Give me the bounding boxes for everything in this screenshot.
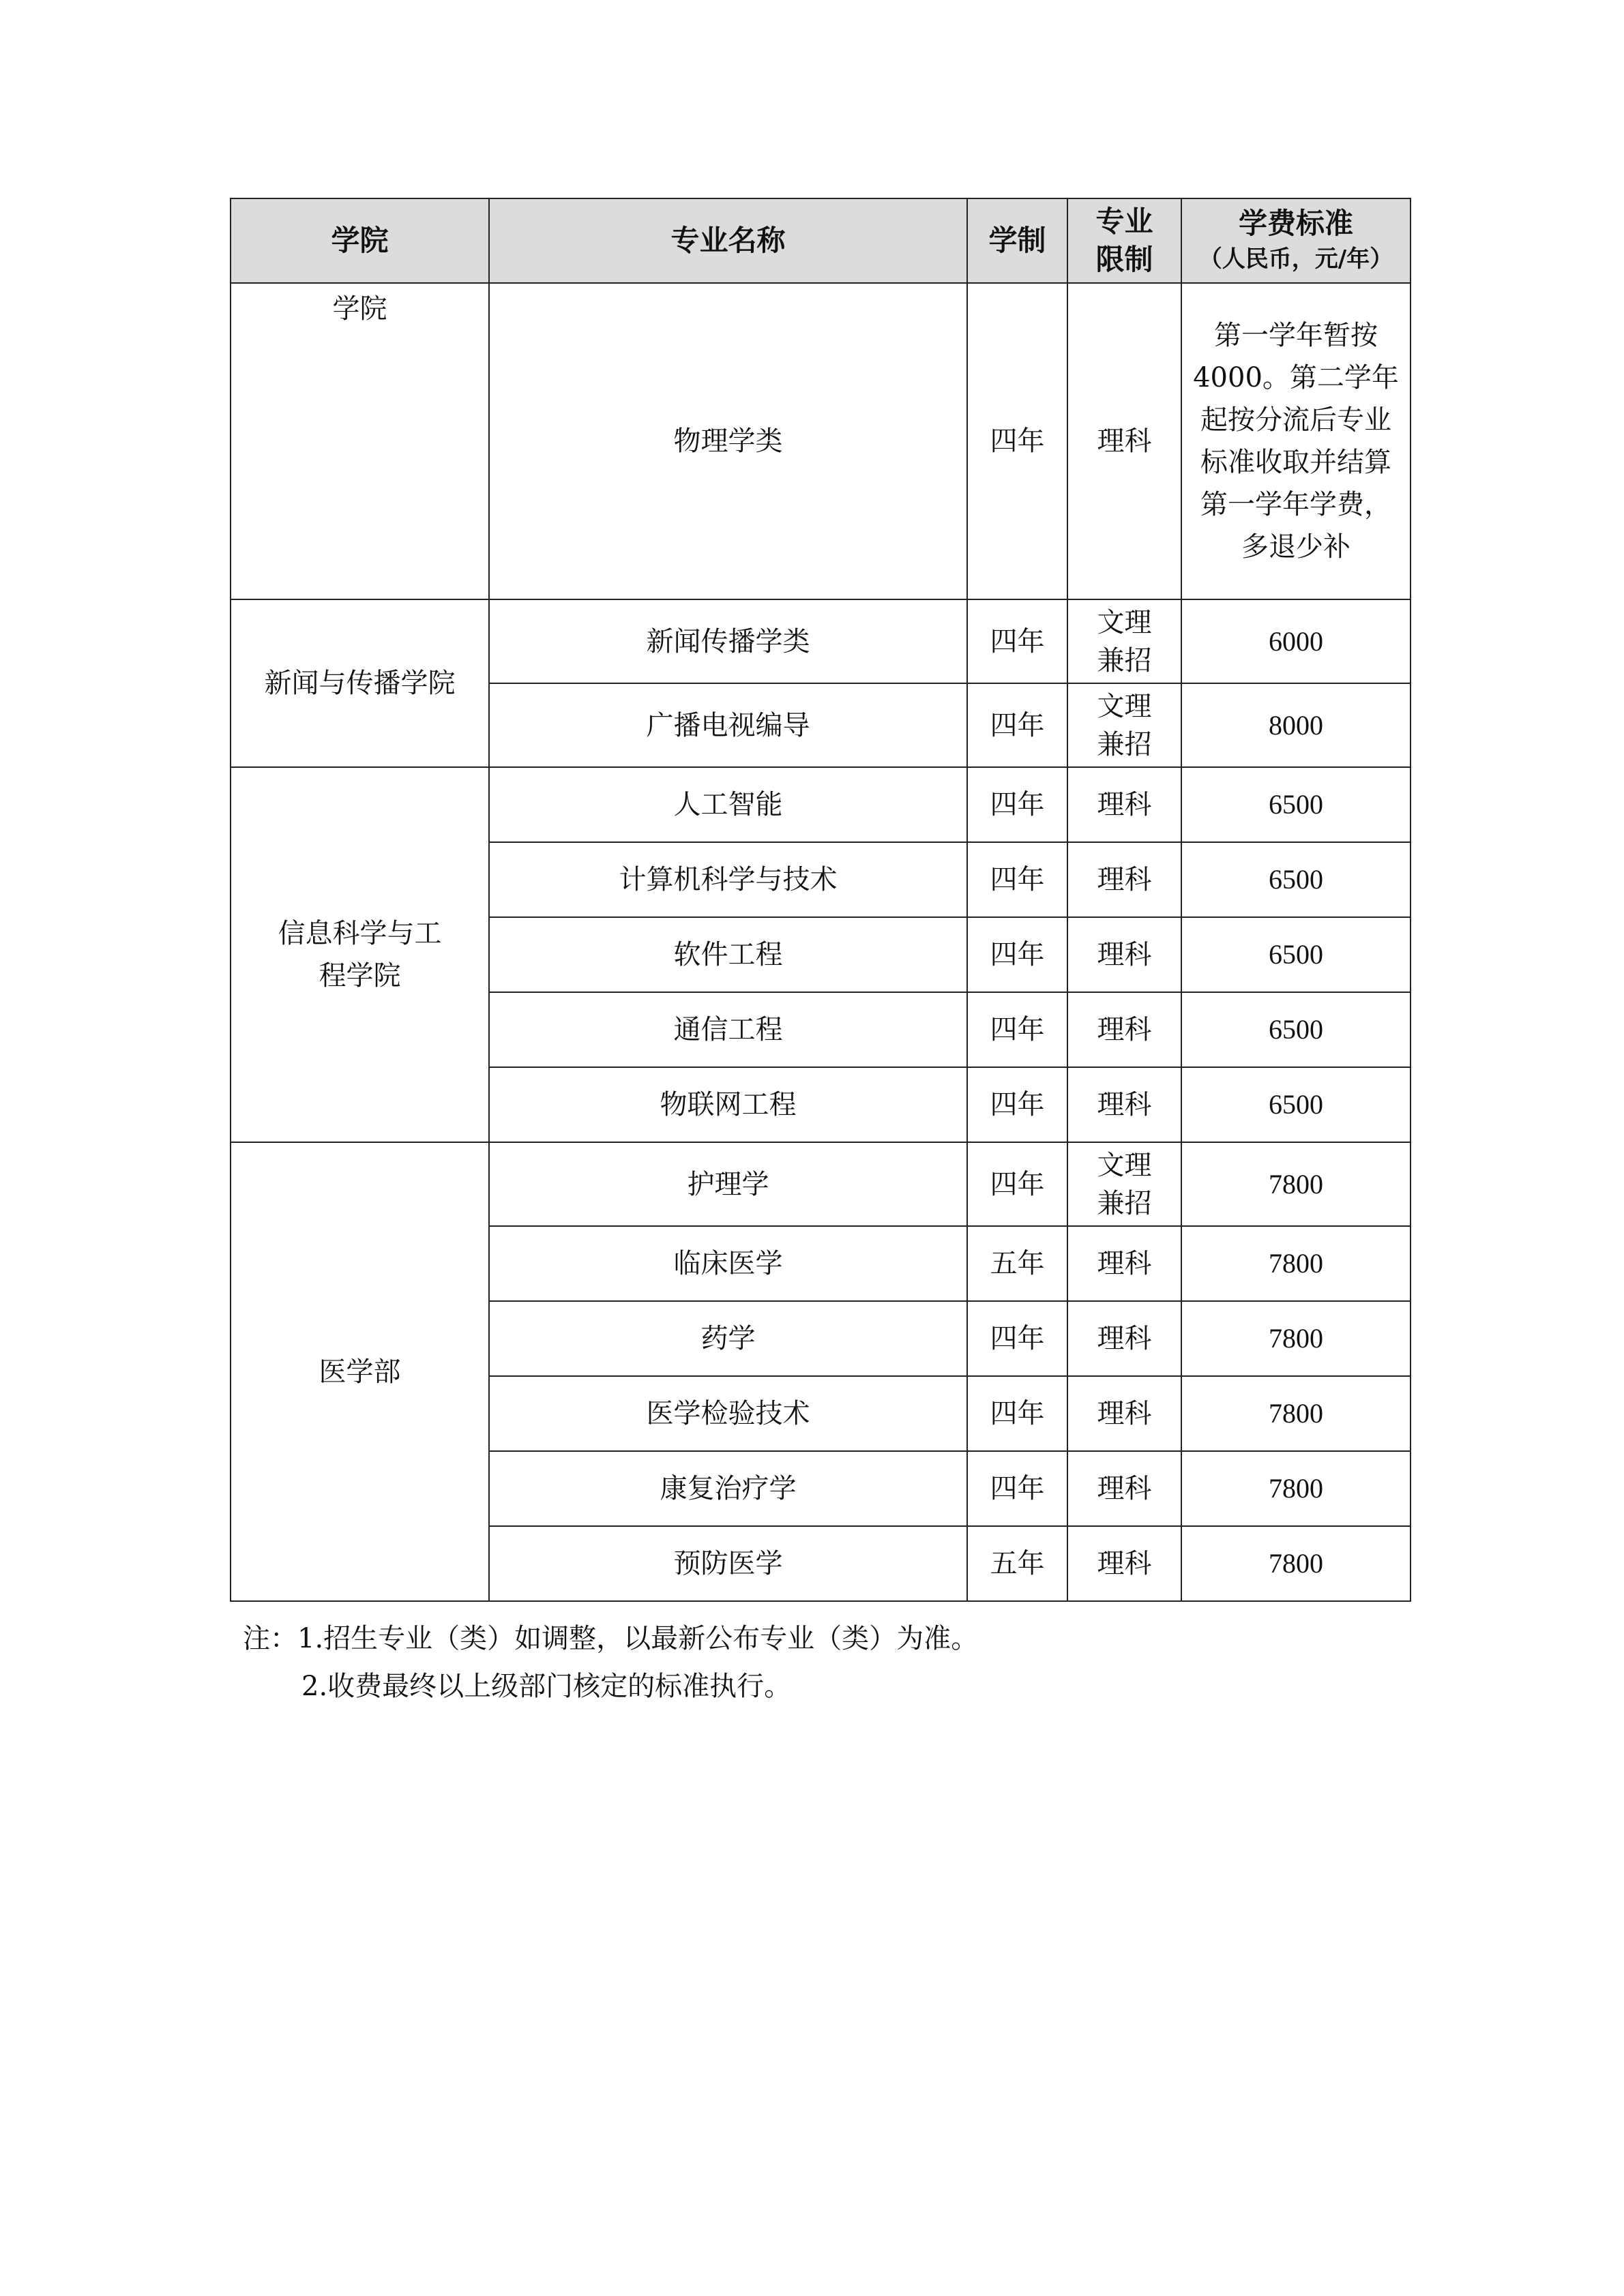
years-cell: 四年 (967, 683, 1067, 767)
header-fee-unit: （人民币，元/年） (1198, 245, 1393, 273)
fee-cell: 6500 (1181, 992, 1411, 1067)
table-row (231, 767, 1411, 842)
fee-cell: 7800 (1181, 1301, 1411, 1376)
major-cell: 药学 (489, 1301, 967, 1376)
footnote-2: 2.收费最终以上级部门核定的标准执行。 (301, 1671, 792, 1702)
restriction-cell: 理科 (1067, 917, 1181, 992)
years-cell: 四年 (967, 1067, 1067, 1142)
header-major: 专业名称 (489, 198, 967, 283)
restriction-cell: 理科 (1067, 1067, 1181, 1142)
major-cell: 广播电视编导 (489, 683, 967, 767)
tuition-table (230, 198, 1411, 1602)
table-row (231, 1142, 1411, 1226)
college-cell: 学院 (231, 283, 489, 599)
footnotes (243, 1615, 978, 1710)
restriction-cell (1067, 1142, 1181, 1226)
major-cell: 康复治疗学 (489, 1451, 967, 1526)
major-cell: 软件工程 (489, 917, 967, 992)
restriction-cell: 理科 (1067, 1226, 1181, 1301)
table-row (231, 283, 1411, 599)
header-fee (1181, 198, 1411, 283)
major-cell: 预防医学 (489, 1526, 967, 1601)
years-cell: 四年 (967, 1301, 1067, 1376)
years-cell: 四年 (967, 917, 1067, 992)
college-cell: 新闻与传播学院 (231, 599, 489, 767)
fee-cell: 6500 (1181, 767, 1411, 842)
fee-cell: 6000 (1181, 599, 1411, 683)
fee-cell: 6500 (1181, 917, 1411, 992)
college-text: 信息科学与工程学院 (278, 918, 442, 992)
years-cell: 五年 (967, 1526, 1067, 1601)
major-cell: 临床医学 (489, 1226, 967, 1301)
restriction-cell: 理科 (1067, 767, 1181, 842)
major-cell: 通信工程 (489, 992, 967, 1067)
fee-cell: 7800 (1181, 1376, 1411, 1451)
restriction-cell: 理科 (1067, 1301, 1181, 1376)
table-header-row (231, 198, 1411, 283)
header-years: 学制 (967, 198, 1067, 283)
fee-cell: 6500 (1181, 1067, 1411, 1142)
major-cell: 物联网工程 (489, 1067, 967, 1142)
footnote-1: 注：1.招生专业（类）如调整，以最新公布专业（类）为准。 (243, 1623, 979, 1654)
restriction-cell (1067, 599, 1181, 683)
major-cell: 护理学 (489, 1142, 967, 1226)
header-college: 学院 (231, 198, 489, 283)
header-fee-label: 学费标准 (1238, 207, 1353, 240)
restriction-text: 文理兼招 (1097, 606, 1152, 676)
years-cell: 四年 (967, 992, 1067, 1067)
years-cell: 四年 (967, 842, 1067, 917)
years-cell: 四年 (967, 1451, 1067, 1526)
fee-cell: 7800 (1181, 1226, 1411, 1301)
years-cell: 四年 (967, 1142, 1067, 1226)
fee-cell: 7800 (1181, 1142, 1411, 1226)
restriction-cell: 理科 (1067, 1451, 1181, 1526)
fee-cell: 第一学年暂按4000。第二学年起按分流后专业标准收取并结算第一学年学费，多退少补 (1181, 283, 1411, 599)
college-cell (231, 767, 489, 1142)
table-row (231, 599, 1411, 683)
years-cell: 四年 (967, 767, 1067, 842)
years-cell: 五年 (967, 1226, 1067, 1301)
college-cell: 医学部 (231, 1142, 489, 1601)
years-cell: 四年 (967, 599, 1067, 683)
restriction-text: 文理兼招 (1097, 690, 1152, 760)
fee-cell: 7800 (1181, 1526, 1411, 1601)
restriction-cell: 理科 (1067, 842, 1181, 917)
restriction-cell: 理科 (1067, 1376, 1181, 1451)
fee-cell: 8000 (1181, 683, 1411, 767)
major-cell: 人工智能 (489, 767, 967, 842)
restriction-cell: 理科 (1067, 992, 1181, 1067)
restriction-text: 文理兼招 (1097, 1149, 1152, 1219)
fee-cell: 7800 (1181, 1451, 1411, 1526)
header-restriction-label: 专业限制 (1095, 205, 1153, 276)
major-cell: 新闻传播学类 (489, 599, 967, 683)
years-cell: 四年 (967, 283, 1067, 599)
restriction-cell: 理科 (1067, 283, 1181, 599)
major-cell: 医学检验技术 (489, 1376, 967, 1451)
restriction-cell (1067, 683, 1181, 767)
years-cell: 四年 (967, 1376, 1067, 1451)
header-restriction (1067, 198, 1181, 283)
fee-cell: 6500 (1181, 842, 1411, 917)
major-cell: 物理学类 (489, 283, 967, 599)
restriction-cell: 理科 (1067, 1526, 1181, 1601)
major-cell: 计算机科学与技术 (489, 842, 967, 917)
